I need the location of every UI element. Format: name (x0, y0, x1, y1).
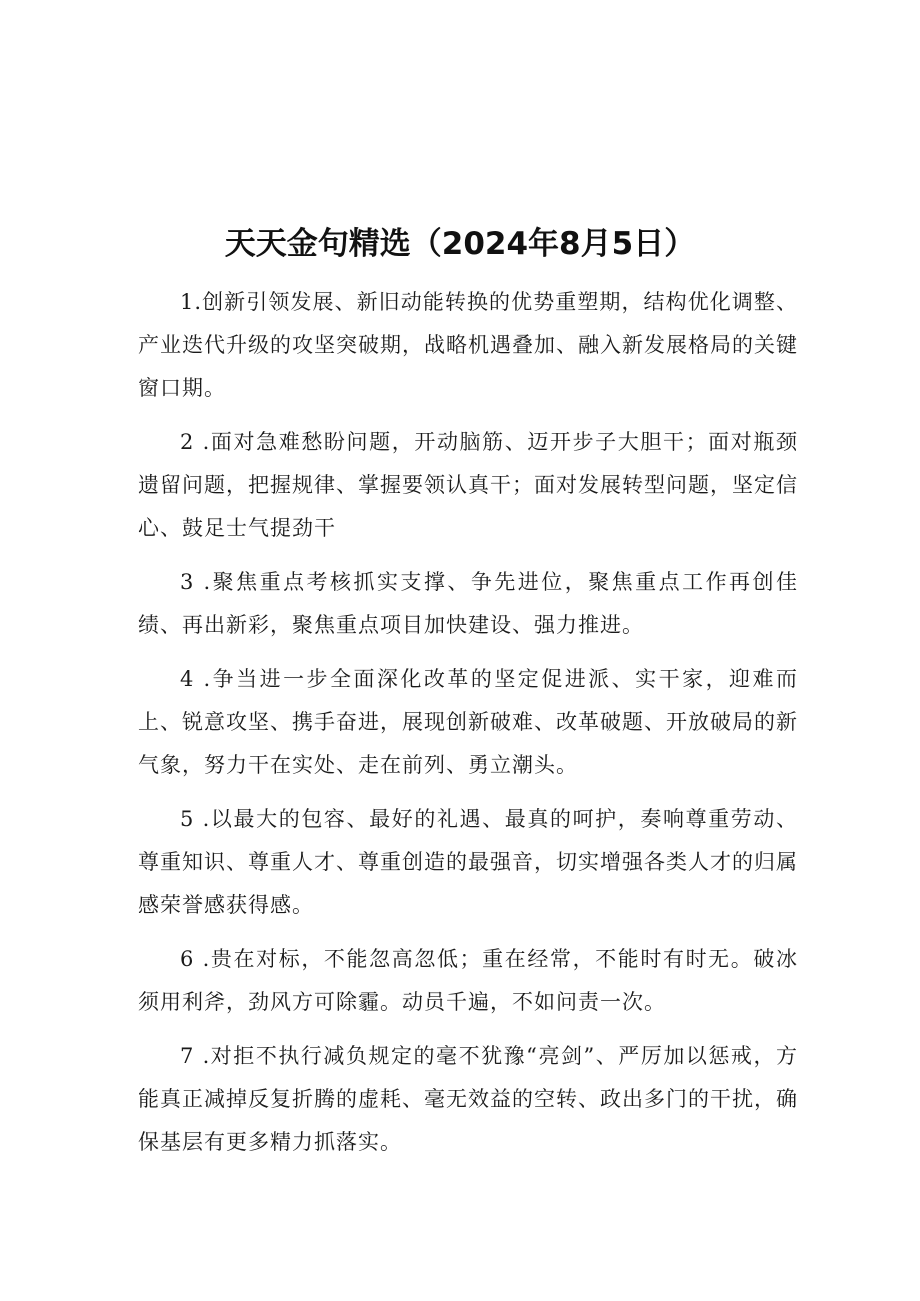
paragraph-4: 4 .争当进一步全面深化改革的坚定促进派、实干家，迎难而上、锐意攻坚、携手奋进，展现创新破难、改革破题、开放破局的新气象，努力干在实处、走在前列、勇立潮头。 (138, 667, 798, 777)
paragraph-3: 3 .聚焦重点考核抓实支撑、争先进位，聚焦重点工作再创佳绩、再出新彩，聚焦重点项目加快建设、强力推进。 (138, 570, 798, 637)
paragraph-2: 2 .面对急难愁盼问题，开动脑筋、迈开步子大胆干；面对瓶颈遗留问题，把握规律、掌握要领认真干；面对发展转型问题，坚定信心、鼓足士气提劲干 (138, 430, 798, 540)
paragraph-1: 1.创新引领发展、新旧动能转换的优势重塑期，结构优化调整、产业迭代升级的攻坚突破期，战略机遇叠加、融入新发展格局的关键窗口期。 (138, 290, 798, 400)
paragraph-7: 7 .对拒不执行减负规定的毫不犹豫“亮剑”、严厉加以惩戒，方能真正减掉反复折腾的虚耗、毫无效益的空转、政出多门的干扰，确保基层有更多精力抓落实。 (138, 1044, 798, 1154)
document-body (138, 281, 798, 1175)
paragraph-6: 6 .贵在对标，不能忽高忽低；重在经常，不能时有时无。破冰须用利斧，劲风方可除霾。动员千遍，不如问责一次。 (138, 947, 798, 1014)
document-title: 天天金句精选（2024年8月5日） (224, 226, 696, 262)
paragraph-5: 5 .以最大的包容、最好的礼遇、最真的呵护，奏响尊重劳动、尊重知识、尊重人才、尊重创造的最强音，切实增强各类人才的归属感荣誉感获得感。 (138, 807, 798, 917)
